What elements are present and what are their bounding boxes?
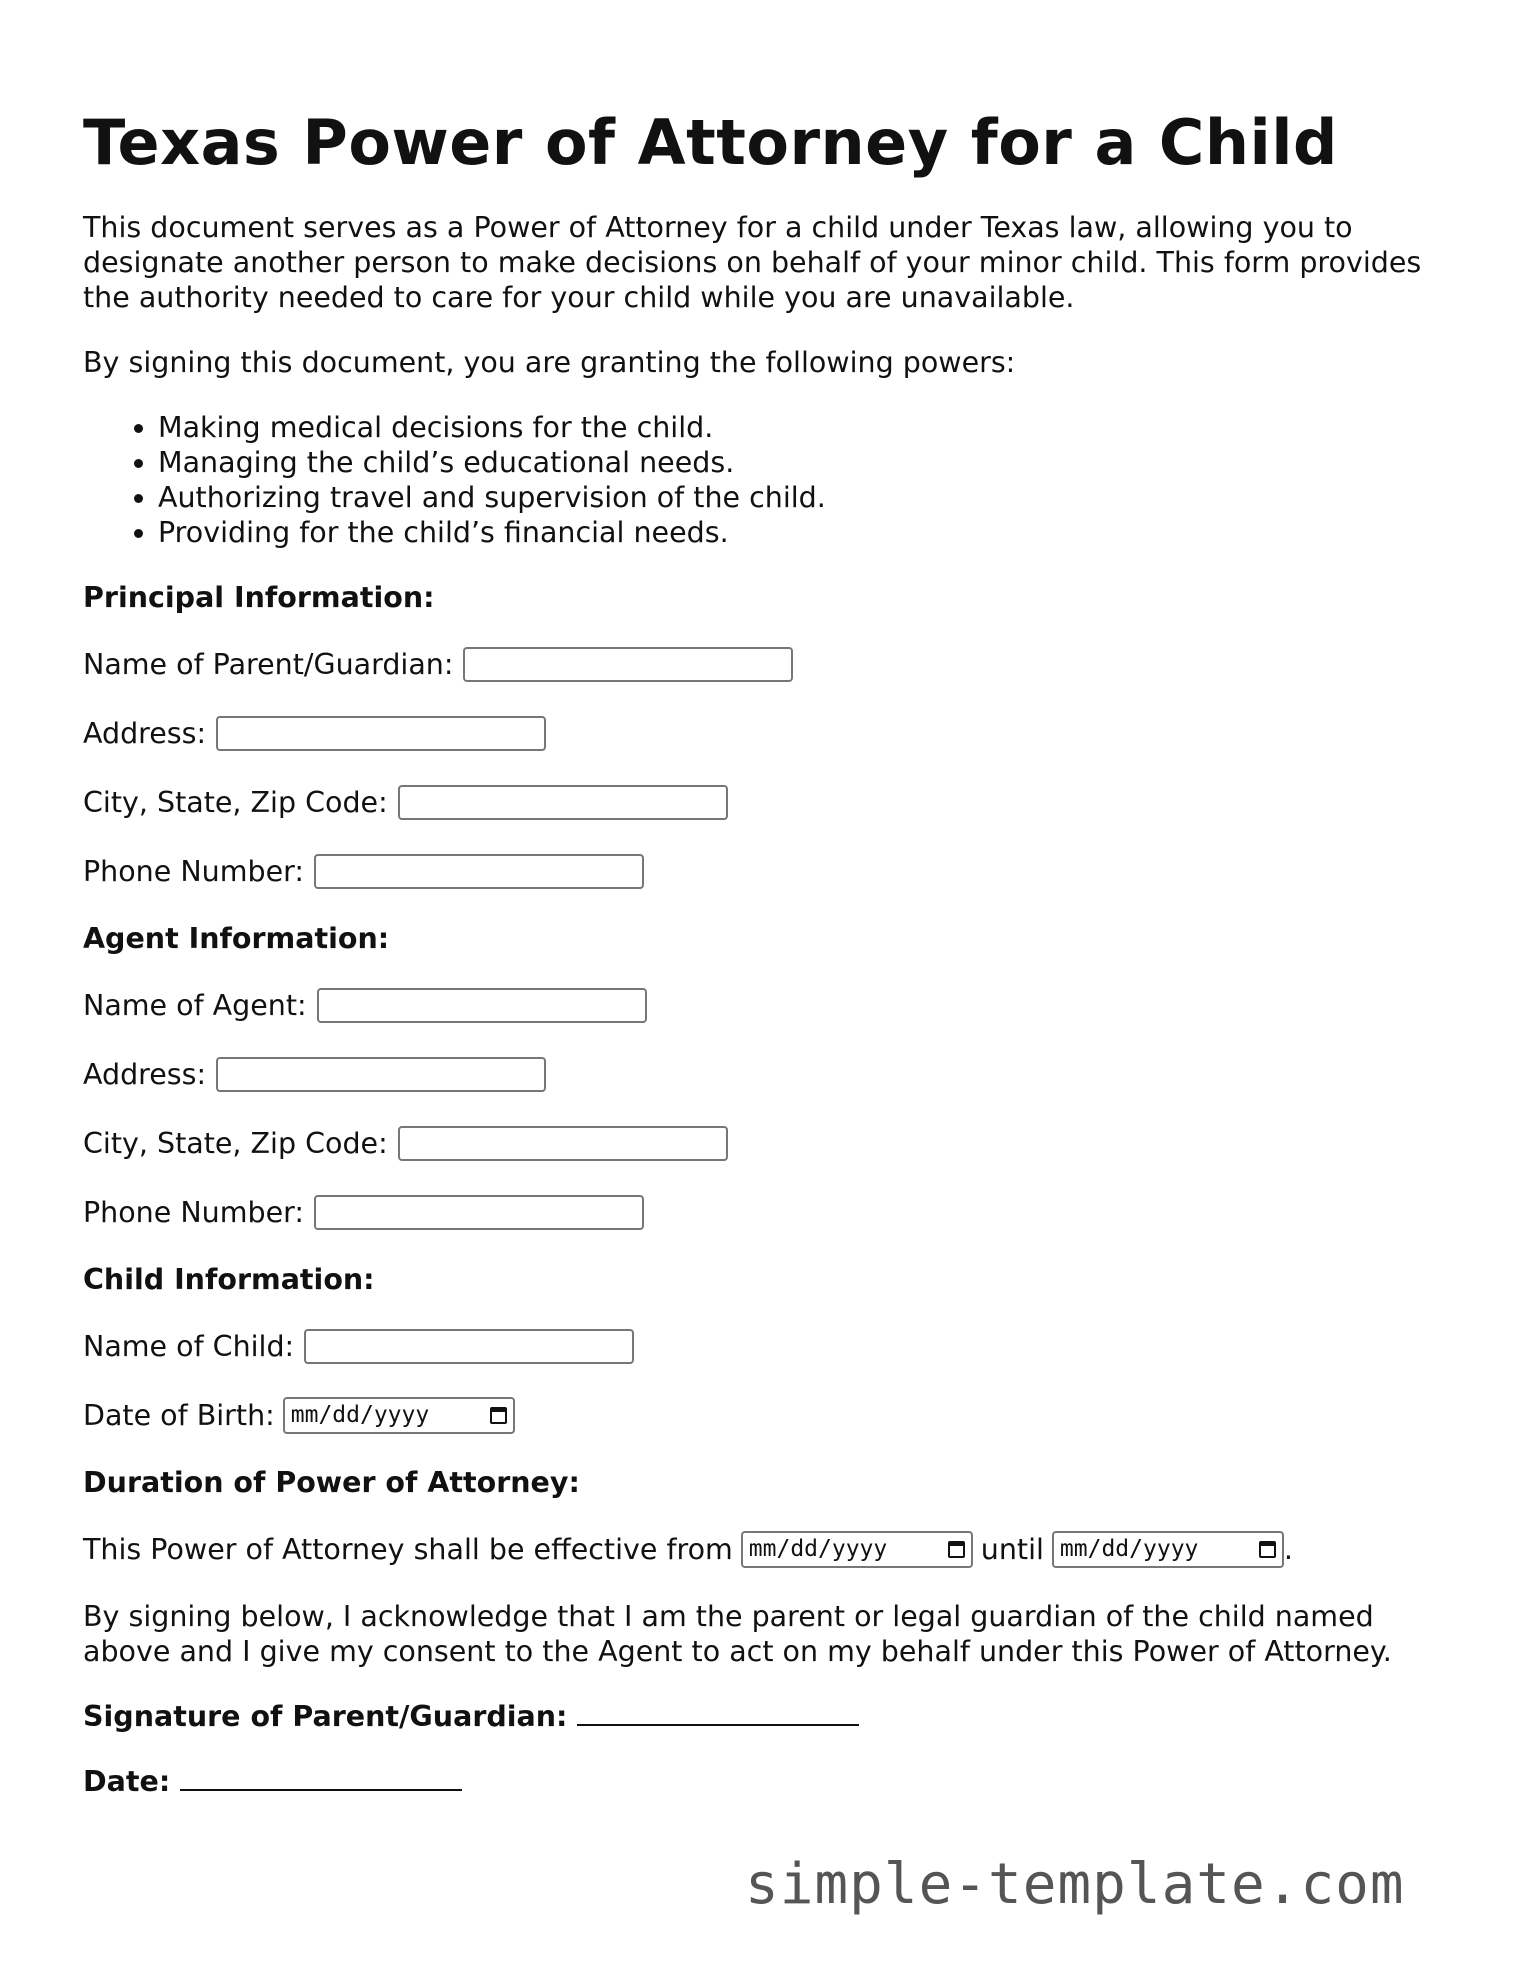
agent-address-label: Address: [83,1057,207,1091]
duration-row [83,1530,1463,1568]
principal-name-row [83,645,1463,683]
duration-until-placeholder: mm/dd/yyyy [1059,1535,1199,1562]
date-line[interactable] [180,1765,462,1791]
principal-city-field[interactable] [398,785,728,820]
child-name-row [83,1327,1463,1365]
child-heading: Child Information: [83,1263,375,1296]
principal-name-field[interactable] [463,647,793,682]
agent-city-label: City, State, Zip Code: [83,1126,388,1160]
duration-heading: Duration of Power of Attorney: [83,1466,580,1499]
list-item: • Authorizing travel and supervision of the child. [158,480,1463,515]
acknowledgment-paragraph: By signing below, I acknowledge that I am the parent or legal guardian of the child named above and I give my consent to the Agent to act on my behalf under this Power of Attorney. [83,1600,1392,1668]
agent-city-field[interactable] [398,1126,728,1161]
duration-text-before: This Power of Attorney shall be effective from [83,1532,733,1566]
agent-address-field[interactable] [216,1057,546,1092]
agent-phone-row [83,1193,1463,1231]
intro-paragraph: This document serves as a Power of Attorney for a child under Texas law, allowing you to designate another person to make decisions on behalf of your minor child. This form provides the authority needed to care for your child while you are unavailable. [83,211,1422,314]
list-item: • Managing the child’s educational needs. [158,445,1463,480]
child-dob-label: Date of Birth: [83,1398,275,1432]
powers-intro: By signing this document, you are granting the following powers: [83,346,1016,379]
principal-address-row [83,714,1463,752]
list-item: • Making medical decisions for the child. [158,410,1463,445]
agent-name-field[interactable] [317,988,647,1023]
duration-text-after: . [1283,1532,1293,1566]
duration-until-date-field[interactable] [1052,1531,1284,1568]
child-dob-row [83,1396,1463,1434]
principal-phone-row [83,852,1463,890]
principal-city-row [83,783,1463,821]
child-dob-date-field[interactable] [283,1397,515,1434]
calendar-icon[interactable] [1259,1541,1276,1558]
principal-address-label: Address: [83,716,207,750]
principal-city-label: City, State, Zip Code: [83,785,388,819]
calendar-icon[interactable] [490,1407,507,1424]
principal-name-label: Name of Parent/Guardian: [83,647,454,681]
child-dob-placeholder: mm/dd/yyyy [290,1401,430,1428]
signature-label: Signature of Parent/Guardian: [83,1700,568,1733]
date-label: Date: [83,1765,171,1798]
principal-address-field[interactable] [216,716,546,751]
agent-name-row [83,986,1463,1024]
agent-name-label: Name of Agent: [83,988,307,1022]
principal-phone-field[interactable] [314,854,644,889]
date-row [83,1764,1463,1799]
child-name-label: Name of Child: [83,1329,295,1363]
agent-phone-label: Phone Number: [83,1195,304,1229]
agent-heading: Agent Information: [83,922,390,955]
signature-row [83,1699,1463,1734]
document-page [83,100,1463,1829]
child-name-field[interactable] [304,1329,634,1364]
document-title: Texas Power of Attorney for a Child [83,106,1338,179]
signature-line[interactable] [577,1700,859,1726]
list-item: • Providing for the child’s financial needs. [158,515,1463,550]
agent-address-row [83,1055,1463,1093]
duration-text-middle: until [980,1532,1044,1566]
watermark-logo: simple-template.com [745,1852,1405,1917]
principal-phone-label: Phone Number: [83,854,304,888]
agent-phone-field[interactable] [314,1195,644,1230]
duration-from-placeholder: mm/dd/yyyy [748,1535,888,1562]
principal-heading: Principal Information: [83,581,435,614]
calendar-icon[interactable] [948,1541,965,1558]
duration-from-date-field[interactable] [741,1531,973,1568]
powers-list [83,410,1463,550]
agent-city-row [83,1124,1463,1162]
